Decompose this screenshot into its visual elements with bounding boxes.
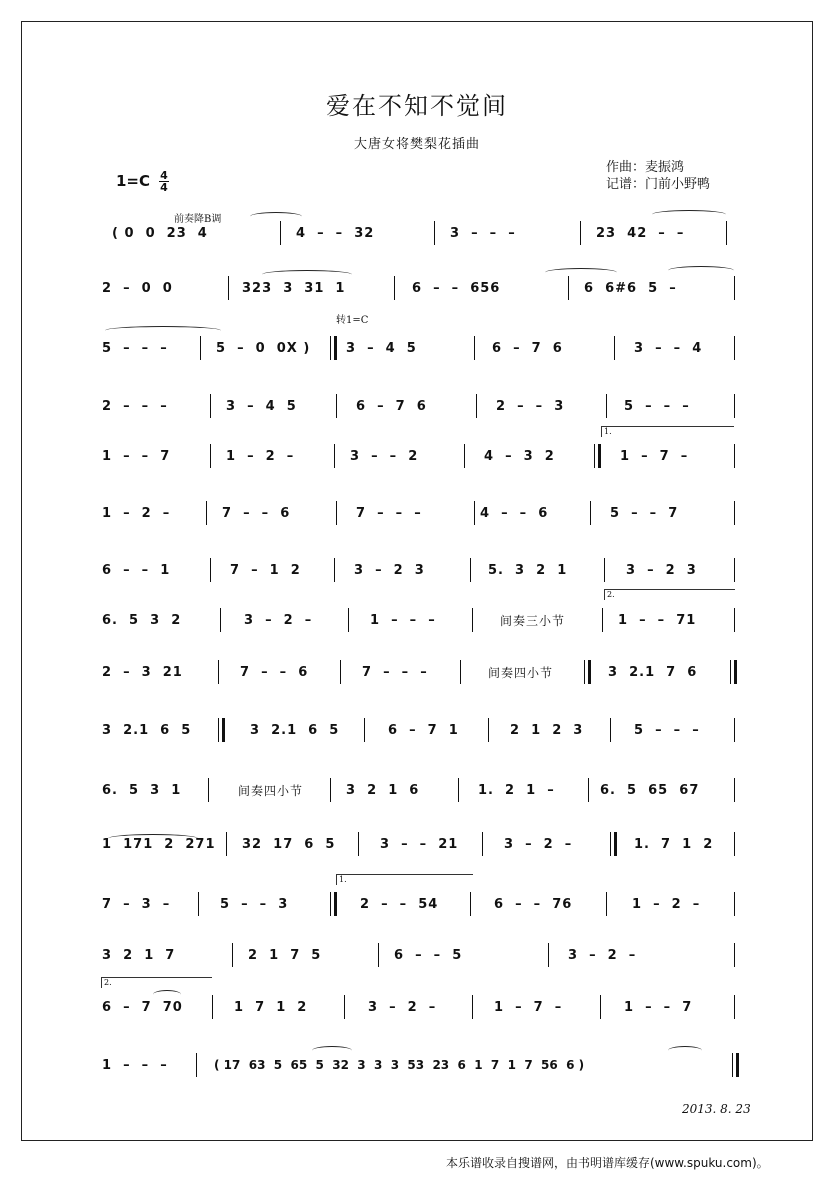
volta-first-ending: 1.	[336, 874, 473, 885]
measure: 1 – – 7	[102, 448, 171, 464]
interlude-note: 间奏三小节	[500, 613, 566, 628]
staff-row	[100, 993, 740, 1021]
measure: 5 – – –	[102, 340, 168, 356]
measure: 323 3 31 1	[242, 280, 346, 296]
measure: 5 – – –	[624, 398, 690, 414]
measure: 5. 3 2 1	[488, 562, 568, 578]
measure: 5 – – 3	[220, 896, 289, 912]
measure: 6 – – 5	[394, 947, 463, 963]
measure: 3 2 1 7	[102, 947, 176, 963]
measure: 3 – – –	[450, 225, 516, 241]
measure: 6 – 7 70	[102, 999, 183, 1015]
measure: 7 – 3 –	[102, 896, 171, 912]
measure: 6. 5 3 2	[102, 612, 182, 628]
measure: 5 – 0 0X )	[216, 340, 311, 356]
measure: 2 – 3 21	[102, 664, 183, 680]
modulation-annotation: 转1=C	[336, 315, 369, 326]
measure: 3 2.1 6 5	[102, 722, 192, 738]
measure: 4 – – 32	[296, 225, 375, 241]
staff-row	[100, 219, 740, 247]
measure: 1 – – –	[370, 612, 436, 628]
staff-row	[100, 274, 740, 302]
staff-row	[100, 941, 740, 969]
measure: 6. 5 3 1	[102, 782, 182, 798]
measure: 1. 2 1 –	[478, 782, 555, 798]
measure: 2 – – 54	[360, 896, 439, 912]
volta-second-ending: 2.	[604, 589, 735, 600]
staff-row	[100, 830, 740, 858]
measure: 5 – – 7	[610, 505, 679, 521]
composer-credit: 作曲：麦振鸿	[606, 160, 685, 175]
song-title: 爱在不知不觉间	[326, 92, 508, 120]
measure: 3 – 2 –	[504, 836, 573, 852]
time-signature-bottom: 4	[160, 181, 168, 194]
measure: 7 – – 6	[240, 664, 309, 680]
measure: 6 – – 1	[102, 562, 171, 578]
measure: 2 – – –	[102, 398, 168, 414]
measure: 6 – – 656	[412, 280, 501, 296]
measure: 2 – – 3	[496, 398, 565, 414]
measure: 3 – 2 –	[244, 612, 313, 628]
measure: 32 17 6 5	[242, 836, 336, 852]
measure: 3 – 2 –	[368, 999, 437, 1015]
measure: 3 2.1 6 5	[250, 722, 340, 738]
measure: 1 – – 71	[618, 612, 697, 628]
measure: 3 – – 2	[350, 448, 419, 464]
transcription-date: 2013. 8. 23	[682, 1102, 751, 1116]
measure: 3 2.1 7 6	[608, 664, 698, 680]
measure: 7 – 1 2	[230, 562, 301, 578]
measure: 6 – 7 6	[492, 340, 563, 356]
staff-row	[100, 606, 740, 634]
measure: 1 – 2 –	[632, 896, 701, 912]
slur-mark	[652, 210, 726, 219]
volta-first-ending: 1.	[601, 426, 734, 437]
measure: 23 42 – –	[596, 225, 685, 241]
measure: 6 – 7 1	[388, 722, 459, 738]
measure: 1 7 1 2	[234, 999, 308, 1015]
measure: ( 0 0 23 4	[112, 225, 208, 241]
measure: 7 – – –	[362, 664, 428, 680]
measure: 5 – – –	[634, 722, 700, 738]
staff-row	[100, 499, 740, 527]
measure: 2 – 0 0	[102, 280, 173, 296]
staff-row	[100, 556, 740, 584]
source-footer: 本乐谱收录自搜谱网，由书明谱库缓存(www.spuku.com)。	[446, 1156, 769, 1170]
interlude-note: 间奏四小节	[238, 783, 304, 798]
measure: 3 – 2 3	[354, 562, 425, 578]
staff-row	[100, 890, 740, 918]
measure: 4 – – 6	[480, 505, 549, 521]
song-subtitle: 大唐女将樊梨花插曲	[353, 137, 480, 152]
time-signature	[159, 170, 169, 193]
measure: 4 – 3 2	[484, 448, 555, 464]
measure: 1. 7 1 2	[634, 836, 714, 852]
staff-row	[100, 392, 740, 420]
time-signature-top: 4	[160, 169, 168, 182]
measure: 3 – 4 5	[346, 340, 417, 356]
measure: 1 – 7 –	[620, 448, 689, 464]
measure: 3 – – 4	[634, 340, 703, 356]
staff-row	[100, 334, 740, 362]
volta-second-ending: 2.	[101, 977, 212, 988]
measure: 7 – – –	[356, 505, 422, 521]
measure: 1 – 2 –	[226, 448, 295, 464]
staff-row	[100, 442, 740, 470]
staff-row	[100, 1051, 740, 1079]
transcriber-credit: 记谱：门前小野鸭	[606, 177, 711, 192]
intro-key-annotation: 前奏降B调	[174, 214, 222, 225]
measure: 6. 5 65 67	[600, 782, 700, 798]
measure: 6 – – 76	[494, 896, 573, 912]
staff-row	[100, 776, 740, 804]
staff-row	[100, 658, 740, 686]
measure: 3 – 2 –	[568, 947, 637, 963]
measure: 1 – 7 –	[494, 999, 563, 1015]
measure: 2 1 2 3	[510, 722, 584, 738]
staff-row	[100, 716, 740, 744]
measure: 1 – – –	[102, 1057, 168, 1073]
key-signature: 1=C	[116, 172, 151, 190]
measure: 6 – 7 6	[356, 398, 427, 414]
measure: 1 – – 7	[624, 999, 693, 1015]
interlude-note: 间奏四小节	[488, 665, 554, 680]
measure: 6 6#6 5 –	[584, 280, 677, 296]
measure: 1 – 2 –	[102, 505, 171, 521]
measure: ( 17 63 5 65 5 32 3 3 3 53 23 6 1 7 1 7 56 6 )	[214, 1058, 585, 1072]
measure: 3 – – 21	[380, 836, 459, 852]
measure: 3 – 4 5	[226, 398, 297, 414]
measure: 3 – 2 3	[626, 562, 697, 578]
measure: 3 2 1 6	[346, 782, 420, 798]
measure: 7 – – 6	[222, 505, 291, 521]
measure: 2 1 7 5	[248, 947, 322, 963]
measure: 1 171 2 271	[102, 836, 216, 852]
